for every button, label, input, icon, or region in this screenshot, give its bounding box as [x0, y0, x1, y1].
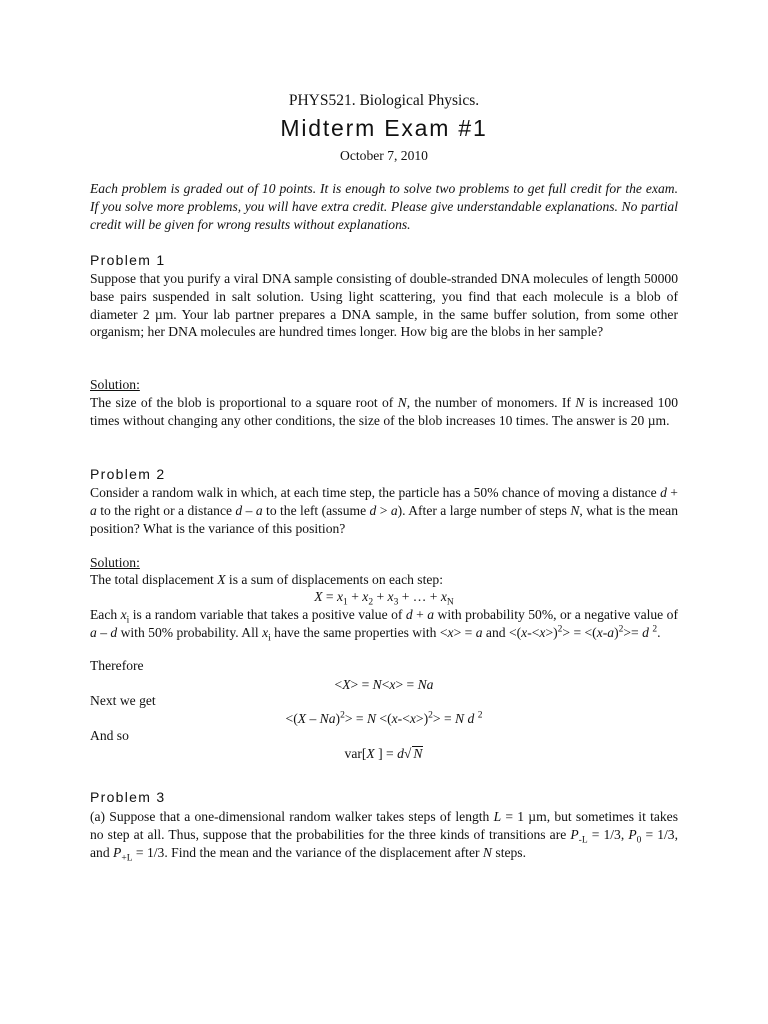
and-so-text: And so: [90, 728, 129, 743]
course-title: PHYS521. Biological Physics.: [288, 92, 480, 109]
problem-2-paragraph: Each $x_i$ is a random variable that takes a positive value of d + a with probability 50%, or a negative value of a – d with 50% probability. All $x_i$ have the same properties with <x> = a and $<(x-<x>)^2> = <(x-a)^2>= d$ $^2$.: [90, 607, 678, 644]
therefore-text: Therefore: [90, 658, 144, 673]
problem-2-heading: Problem 2: [90, 466, 166, 482]
equation-mean: <X> = N<x> = Na: [334, 677, 434, 692]
exam-date: October 7, 2010: [340, 148, 428, 163]
next-text: Next we get: [90, 693, 156, 708]
equation-sum: $X = x_1 + x_2 + x_3$ + … + $x_N$: [314, 589, 454, 608]
problem-2-solution-label: Solution:: [90, 555, 140, 570]
problem-3-text: (a) Suppose that a one-dimensional random walker takes steps of length L = 1 µm, but sometimes it takes no step at all. Thus, suppose that the probabilities for the three kinds of transitions are $P_{-L} = 1/3$, $P_0 = 1/3$, and $P_{+L} = 1/3$. Find the mean and the variance of the displacement after N steps.: [90, 809, 678, 864]
instructions: Each problem is graded out of 10 points. It is enough to solve two problems to get full credit for the exam. If you solve more problems, you will have extra credit. Please give understandable explanations. No partial credit will be given for wrong results without explanations.: [90, 181, 678, 232]
equation-var-result: var[X ] = d√ N: [344, 746, 423, 761]
problem-1-text: Suppose that you purify a viral DNA sample consisting of double-stranded DNA molecules of length 50000 base pairs suspended in salt solution. Using light scattering, you find that each molecule is a blob of diameter 2 µm. Your lab partner prepares a DNA sample, in the same buffer solution, from some other organism; her DNA molecules are hundred times longer. How big are the blobs in her sample?: [90, 271, 678, 340]
problem-2-intro-line: The total displacement X is a sum of displacements on each step:: [90, 572, 443, 587]
problem-1-solution-text: The size of the blob is proportional to a square root of N, the number of monomers. If N is increased 100 times without changing any other conditions, the size of the blob increases 10 times. The answer is 20 µm.: [90, 395, 678, 428]
equation-variance: <(X – Na)$^2$> = N <(x-<x>)$^2$> = N d $^2$: [285, 710, 483, 726]
problem-2-text: Consider a random walk in which, at each time step, the particle has a 50% chance of moving a distance d + a to the right or a distance d – a to the left (assume d > a). After a large number of steps N, what is the mean position? What is the variance of this position?: [90, 485, 678, 536]
exam-title: Midterm Exam #1: [280, 115, 488, 141]
problem-1-heading: Problem 1: [90, 252, 166, 268]
problem-3-heading: Problem 3: [90, 789, 166, 805]
problem-1-solution-label: Solution:: [90, 377, 140, 392]
